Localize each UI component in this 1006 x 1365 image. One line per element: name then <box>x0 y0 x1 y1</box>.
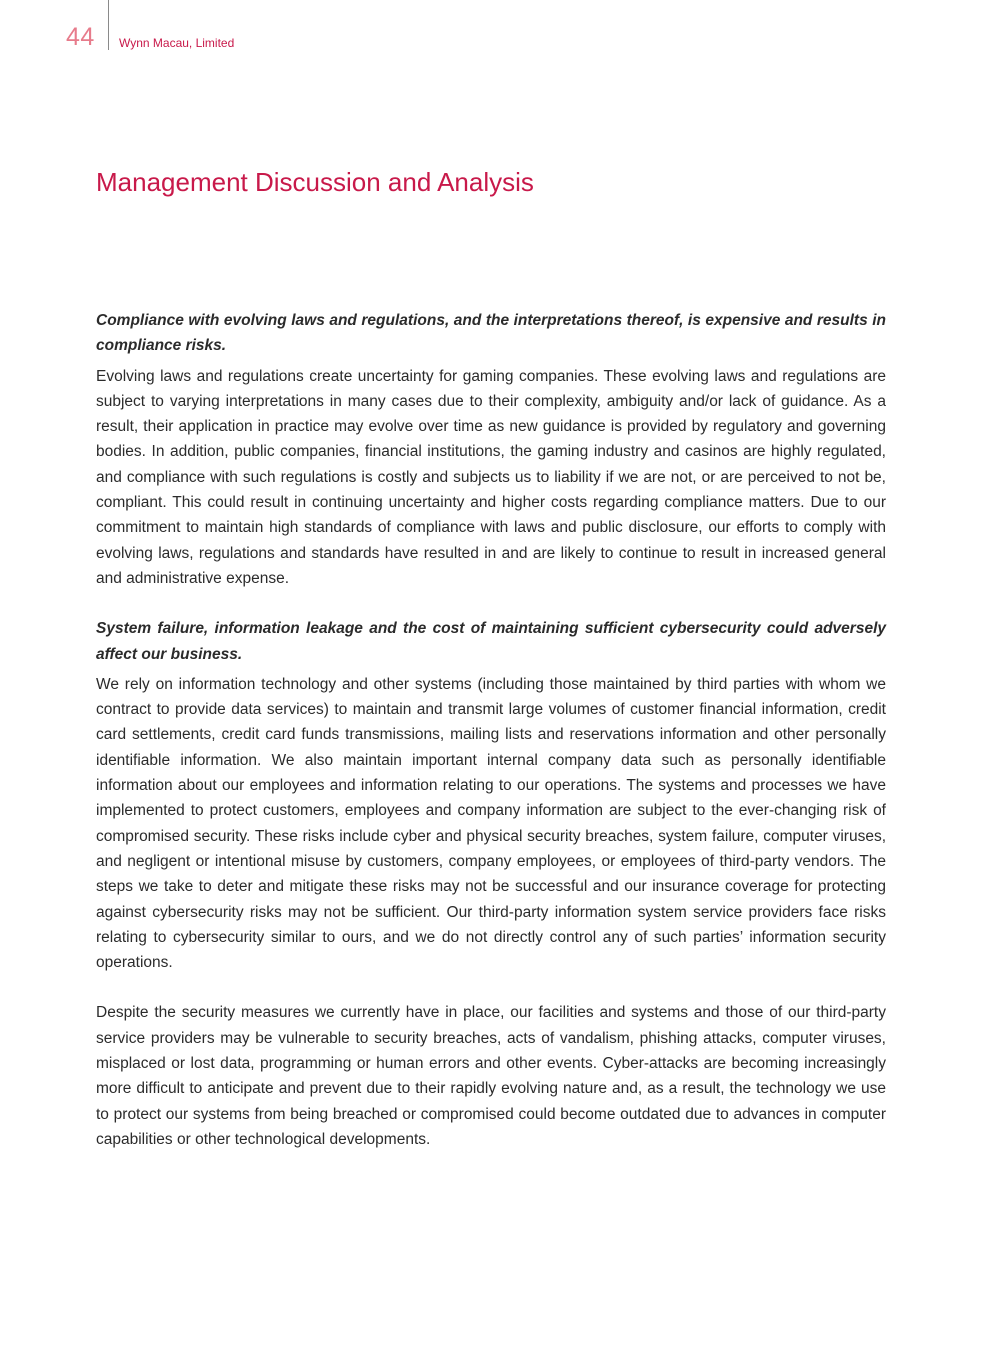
body-paragraph: Evolving laws and regulations create uncertainty for gaming companies. These evolving laws and regulations are subject to varying interpretations in many cases due to their complexity, ambiguity and/or lack of guidance. As a result, their application in practice may evolve over time as new guidance is provided by regulatory and governing bodies. In addition, public companies, financial institutions, the gaming industry and casinos are highly regulated, and compliance with such regulations is costly and subjects us to liability if we are not, or are perceived to not be, compliant. This could result in continuing uncertainty and higher costs regarding compliance matters. Due to our commitment to maintain high standards of compliance with laws and public disclosure, our efforts to comply with evolving laws, regulations and standards have resulted in and are likely to continue to result in increased general and administrative expense. <box>96 367 886 587</box>
risk-heading: Compliance with evolving laws and regulations, and the interpretations thereof, is expensive and results in compliance risks. <box>96 312 886 355</box>
page-title: Management Discussion and Analysis <box>96 167 534 197</box>
company-name: Wynn Macau, Limited <box>119 36 235 50</box>
page-number: 44 <box>66 23 95 51</box>
risk-section-cybersecurity <box>96 616 886 1152</box>
risk-heading: System failure, information leakage and the cost of maintaining sufficient cybersecurity could adversely affect our business. <box>96 620 886 663</box>
page-header <box>0 0 1006 60</box>
risk-section-compliance <box>96 308 886 591</box>
body-paragraph: We rely on information technology and other systems (including those maintained by third parties with whom we contract to provide data services) to maintain and transmit large volumes of customer financial information, credit card settlements, credit card funds transmissions, mailing lists and reservations information and other personally identifiable information. We also maintain important internal company data such as personally identifiable information about our employees and information relating to our operations. The systems and processes we have implemented to protect customers, employees and company information are subject to the ever-changing risk of compromised security. These risks include cyber and physical security breaches, system failure, computer viruses, and negligent or intentional misuse by customers, company employees, or employees of third-party vendors. The steps we take to deter and mitigate these risks may not be successful and our insurance coverage for protecting against cybersecurity risks may not be sufficient. Our third-party information system service providers face risks relating to cybersecurity similar to ours, and we do not directly control any of such parties’ information security operations. <box>96 675 886 972</box>
document-body <box>96 308 886 1152</box>
header-divider <box>108 0 109 50</box>
body-paragraph: Despite the security measures we currently have in place, our facilities and systems and those of our third-party service providers may be vulnerable to security breaches, acts of vandalism, phishing attacks, computer viruses, misplaced or lost data, programming or human errors and other events. Cyber-attacks are becoming increasingly more difficult to anticipate and prevent due to their rapidly evolving nature and, as a result, the technology we use to protect our systems from being breached or compromised could become outdated due to advances in computer capabilities or other technological developments. <box>96 1004 886 1148</box>
